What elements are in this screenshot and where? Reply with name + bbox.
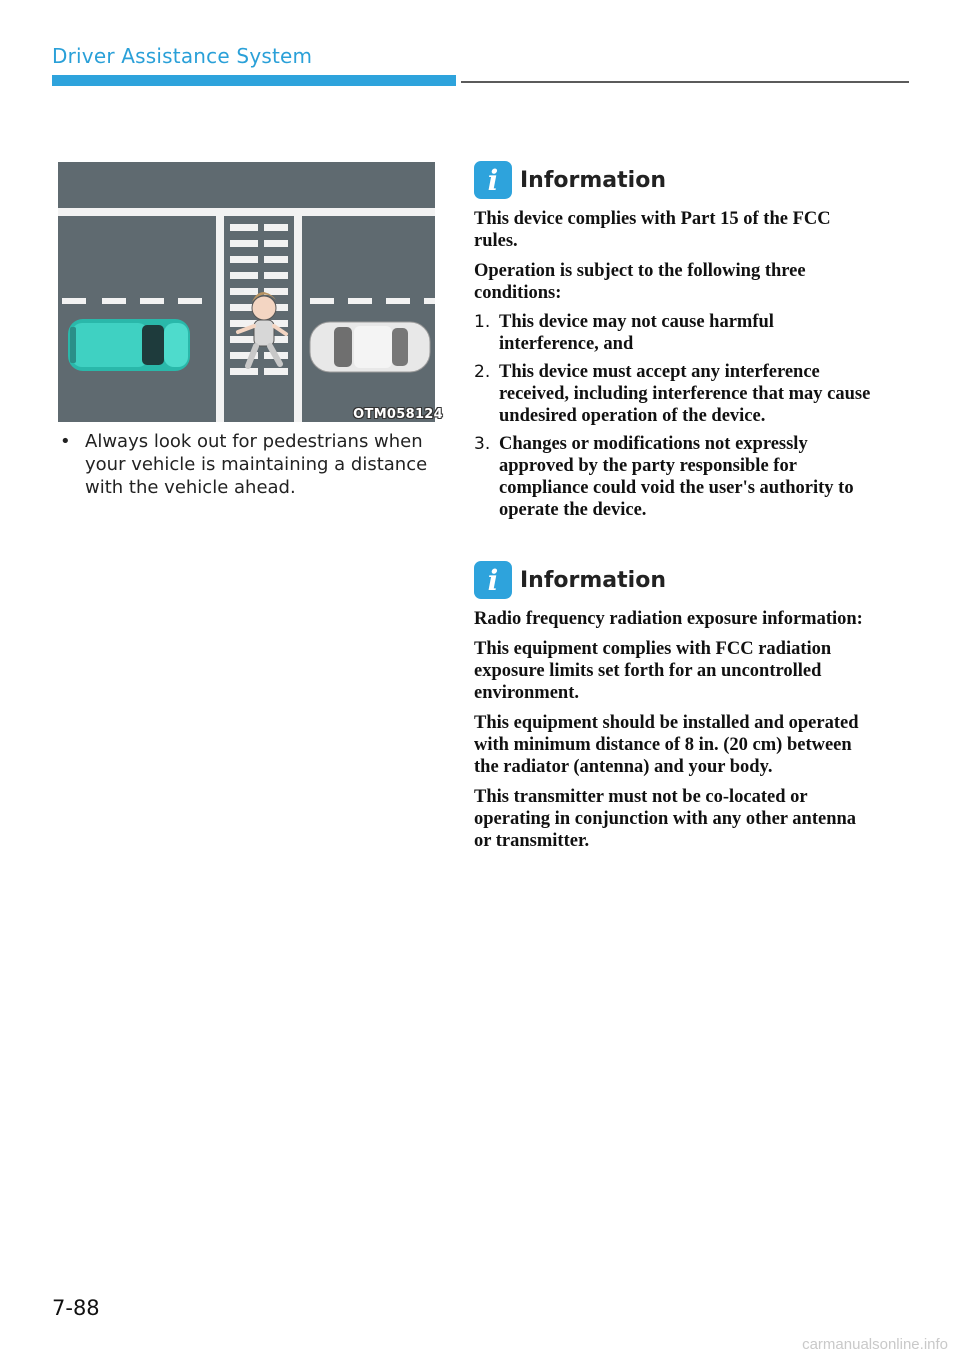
- figure-code: OTM058124: [353, 407, 443, 422]
- header-accent-bar: [52, 75, 456, 86]
- lead-vehicle: [310, 322, 430, 372]
- list-item: [474, 433, 874, 521]
- information-title: Information: [520, 167, 666, 193]
- watermark: carmanualsonline.info: [802, 1336, 948, 1353]
- list-item-text: This device must accept any interference received, including interference that may cause undesired operation of the device.: [499, 362, 871, 426]
- list-item-text: Changes or modifications not expressly approved by the party responsible for compliance could void the user's authority to operate the device.: [499, 434, 854, 520]
- crosswalk-scene: [58, 162, 435, 422]
- bullet-symbol: •: [60, 431, 71, 452]
- ego-vehicle: [68, 319, 190, 371]
- list-item: [474, 311, 874, 355]
- page-number: 7-88: [52, 1296, 100, 1320]
- information-heading: [474, 160, 874, 200]
- fcc-information-box: [474, 160, 874, 527]
- bullet-item: [60, 430, 440, 499]
- list-item-text: This device may not cause harmful interference, and: [499, 312, 774, 354]
- paragraph: This equipment should be installed and operated with minimum distance of 8 in. (20 cm) between the radiator (antenna) and your body.: [474, 713, 859, 777]
- information-heading: [474, 560, 874, 600]
- conditions-list: [474, 311, 874, 521]
- paragraph: This equipment complies with FCC radiation exposure limits set forth for an uncontrolled environment.: [474, 639, 832, 703]
- paragraph: Radio frequency radiation exposure information:: [474, 609, 863, 629]
- list-number: 2.: [474, 362, 491, 382]
- rf-information-box: [474, 560, 874, 852]
- paragraph: Operation is subject to the following three conditions:: [474, 261, 806, 303]
- section-title: Driver Assistance System: [52, 44, 313, 68]
- paragraph: This transmitter must not be co-located or operating in conjunction with any other antenna or transmitter.: [474, 787, 857, 851]
- crosswalk-illustration: [58, 162, 443, 422]
- list-number: 3.: [474, 434, 491, 454]
- paragraph: This device complies with Part 15 of the FCC rules.: [474, 209, 831, 251]
- bullet-text: Always look out for pedestrians when your vehicle is maintaining a distance with the vehicle ahead.: [85, 431, 428, 498]
- info-i-icon: i: [474, 561, 512, 599]
- info-i-icon: i: [474, 161, 512, 199]
- header-rule: [461, 81, 909, 83]
- list-item: [474, 361, 874, 427]
- list-number: 1.: [474, 312, 491, 332]
- information-title: Information: [520, 567, 666, 593]
